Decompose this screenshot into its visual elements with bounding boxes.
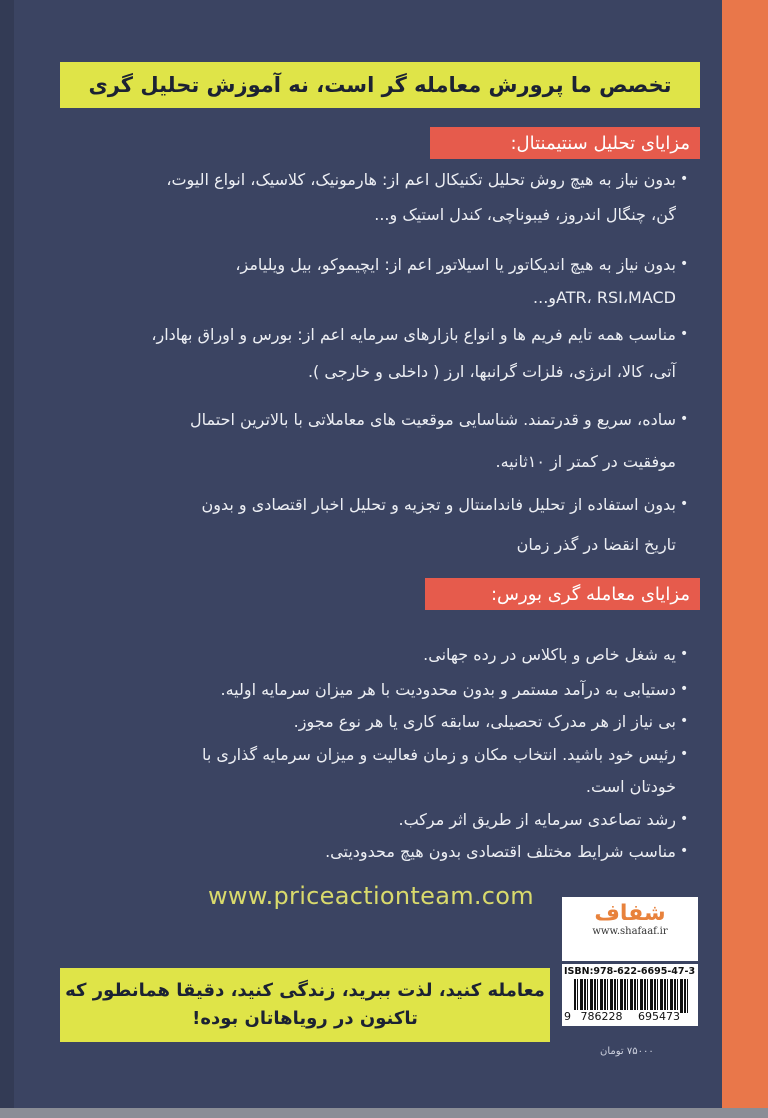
bullet-icon: • xyxy=(680,496,689,512)
bullet-icon: • xyxy=(680,171,689,187)
list-item-line: ساده، سریع و قدرتمند. شناسایی موقعیت های معاملاتی با بالاترین احتمال xyxy=(190,410,676,429)
bottom-banner-line2: تاکنون در رویاهاتان بوده! xyxy=(192,1008,418,1029)
barcode-digits xyxy=(564,1010,680,1023)
bottom-banner xyxy=(60,968,550,1042)
isbn-text: ISBN:978-622-6695-47-3 xyxy=(564,966,696,977)
list-item-line: بدون نیاز به هیچ روش تحلیل تکنیکال اعم از: هارمونیک، کلاسیک، انواع الیوت، xyxy=(166,170,676,189)
bullet-icon: • xyxy=(680,681,689,697)
list-item-line: بدون استفاده از تحلیل فاندامنتال و تجزیه و تحلیل اخبار اقتصادی و بدون xyxy=(201,495,676,514)
list-item-line: تاریخ انقضا در گذر زمان xyxy=(516,535,676,554)
list-item-line: موفقیت در کمتر از ۱۰ثانیه. xyxy=(495,452,676,471)
list-item-line: رئیس خود باشید. انتخاب مکان و زمان فعالیت و میزان سرمایه گذاری با xyxy=(202,745,676,764)
website-link[interactable]: www.priceactionteam.com xyxy=(208,882,534,910)
bottom-banner-line1: معامله کنید، لذت ببرید، زندگی کنید، دقیقا همانطور که xyxy=(65,980,545,1001)
bullet-icon: • xyxy=(680,646,689,662)
bullet-icon: • xyxy=(680,843,689,859)
bullet-icon: • xyxy=(680,713,689,729)
list-item-line: بی نیاز از هر مدرک تحصیلی، سابقه کاری یا هر نوع مجوز. xyxy=(293,712,676,731)
bullet-icon: • xyxy=(680,256,689,272)
barcode-box xyxy=(562,964,698,1026)
list-item-line: خودتان است. xyxy=(585,777,676,796)
price: ۷۵۰۰۰ تومان xyxy=(600,1046,654,1057)
list-item-line: ATR، RSI،MACDو... xyxy=(533,288,676,307)
list-item-line: مناسب همه تایم فریم ها و انواع بازارهای سرمایه اعم از: بورس و اوراق بهادار، xyxy=(151,325,676,344)
list-item-line: دستیابی به درآمد مستمر و بدون محدودیت با هر میزان سرمایه اولیه. xyxy=(220,680,676,699)
list-item-line: گن، چنگال اندروز، فیبوناچی، کندل استیک و... xyxy=(374,205,676,224)
barcode-icon xyxy=(574,979,690,1013)
publisher-logo-text: شفاف xyxy=(594,901,666,926)
list-item-line: بدون نیاز به هیچ اندیکاتور یا اسیلاتور اعم از: ایچیموکو، بیل ویلیامز، xyxy=(235,255,676,274)
publisher-logo xyxy=(562,897,698,961)
spine-strip xyxy=(722,0,768,1108)
section1-title: مزایای تحلیل سنتیمنتال: xyxy=(430,127,700,159)
section2-title: مزایای معامله گری بورس: xyxy=(425,578,700,610)
bullet-icon: • xyxy=(680,326,689,342)
bottom-edge xyxy=(0,1108,768,1118)
list-item-line: یه شغل خاص و باکلاس در رده جهانی. xyxy=(423,645,676,664)
cover-edge xyxy=(0,0,14,1118)
top-banner: تخصص ما پرورش معامله گر است، نه آموزش تحلیل گری xyxy=(60,62,700,108)
bullet-icon: • xyxy=(680,811,689,827)
barcode-second: 695473 xyxy=(638,1010,680,1023)
bullet-icon: • xyxy=(680,746,689,762)
list-item-line: رشد تصاعدی سرمایه از طریق اثر مرکب. xyxy=(398,810,676,829)
list-item-line: آتی، کالا، انرژی، فلزات گرانبها، ارز ( داخلی و خارجی ). xyxy=(307,362,676,381)
bullet-icon: • xyxy=(680,411,689,427)
publisher-site: www.shafaaf.ir xyxy=(592,926,668,937)
barcode-first: 786228 xyxy=(580,1010,623,1023)
list-item-line: مناسب شرایط مختلف اقتصادی بدون هیچ محدودیتی. xyxy=(325,842,676,861)
barcode-lead: 9 xyxy=(564,1010,571,1023)
